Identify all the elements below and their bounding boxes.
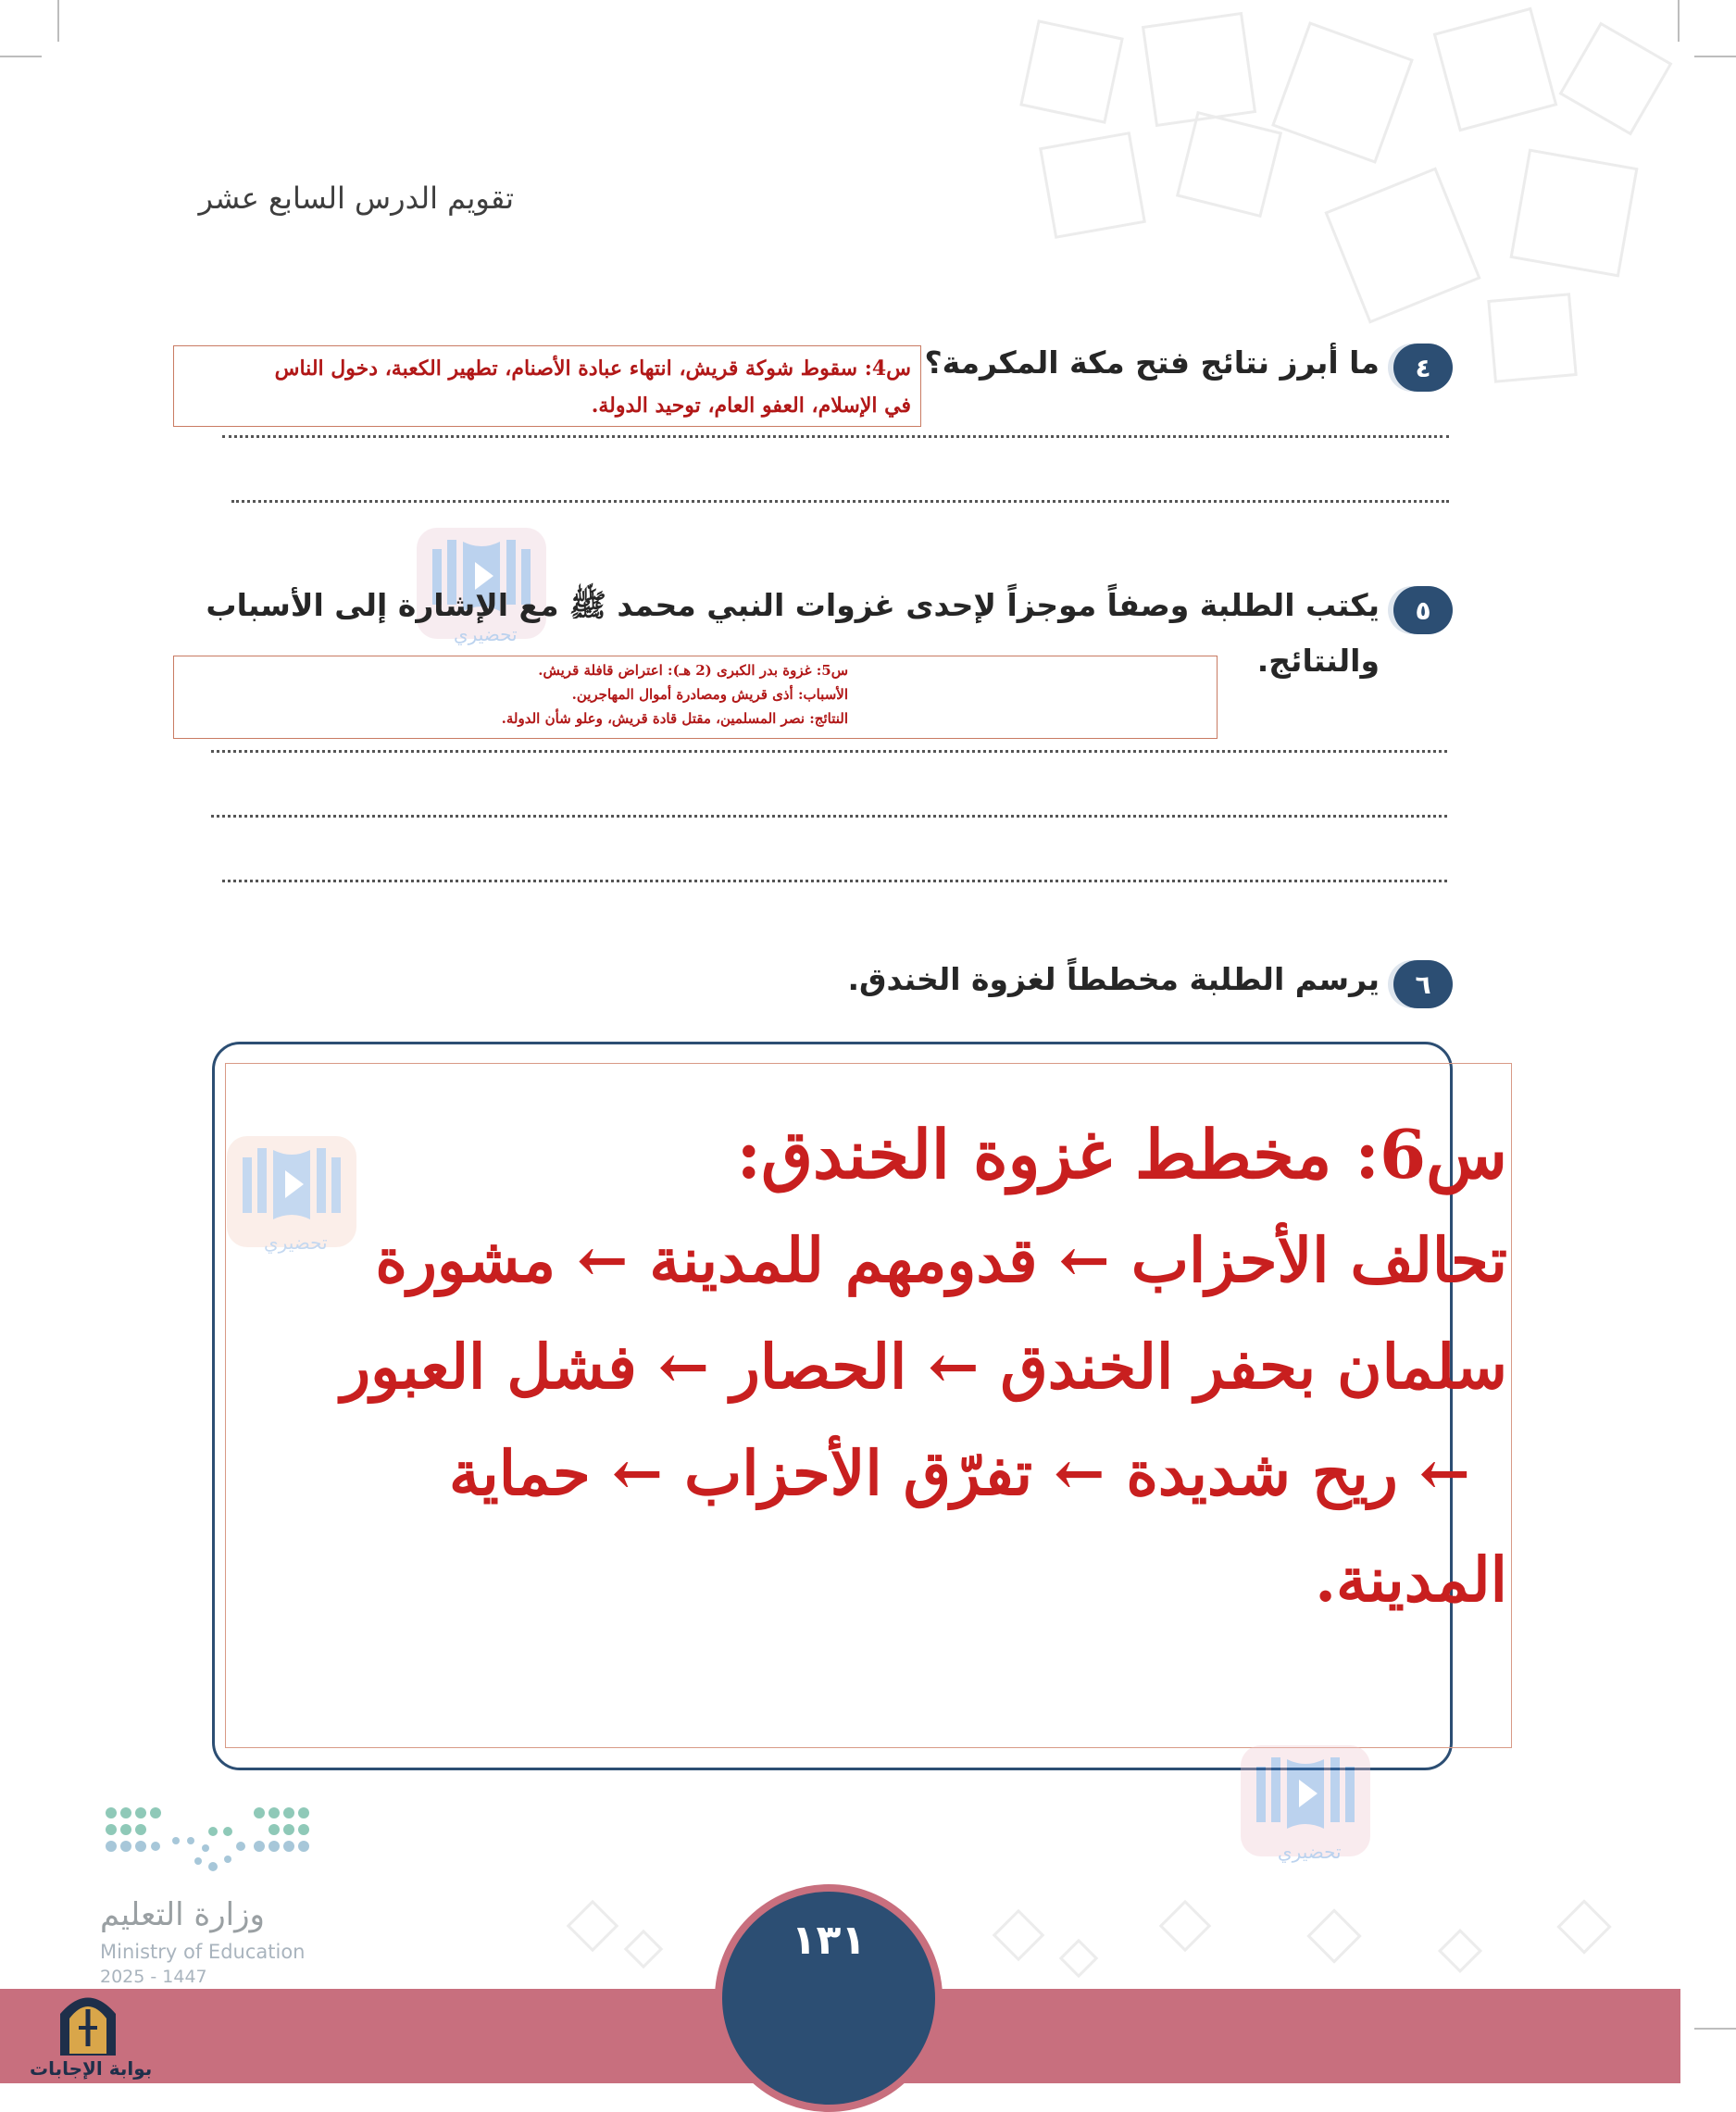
answer-6-heading: س6: مخطط غزوة الخندق: [736, 1115, 1507, 1193]
answer-6-line: تحالف الأحزاب ← قدومهم للمدينة ← مشورة [375, 1224, 1507, 1296]
crop-mark [1694, 56, 1736, 57]
page-number: ١٣١ [791, 1917, 867, 1964]
ministry-name-ar: وزارة التعليم [100, 1896, 265, 1933]
answer-5-line: الأسباب: أذى قريش ومصادرة أموال المهاجرين. [571, 686, 848, 703]
crop-mark [1694, 2028, 1736, 2030]
portal-label: بوابة الإجابات [30, 2057, 153, 2080]
watermark-logo [1236, 1741, 1375, 1874]
question-6-text: يرسم الطلبة مخططاً لغزوة الخندق. [847, 961, 1380, 997]
answer-6-box [225, 1063, 1512, 1748]
ministry-name-en: Ministry of Education [100, 1941, 306, 1963]
answer-5-line: النتائج: نصر المسلمين، مقتل قادة قريش، وعلو شأن الدولة. [501, 710, 848, 727]
lesson-title: تقويم الدرس السابع عشر [198, 181, 514, 216]
question-number-badge: ٤ [1393, 344, 1453, 392]
answer-5-box [173, 656, 1218, 739]
answer-line [222, 880, 1447, 882]
answer-line [222, 435, 1449, 438]
ministry-logo [102, 1804, 315, 1881]
crop-mark [0, 56, 42, 57]
question-number-badge: ٦ [1393, 960, 1453, 1008]
watermark-text: تحضيري [264, 1231, 328, 1254]
question-number-badge: ٥ [1393, 586, 1453, 634]
answer-4-line: س4: سقوط شوكة قريش، انتهاء عبادة الأصنام، تطهير الكعبة، دخول الناس [274, 356, 911, 381]
answer-6-line: المدينة. [1315, 1543, 1507, 1616]
answer-6-line: سلمان بحفر الخندق ← الحصار ← فشل العبور [341, 1331, 1507, 1403]
question-5-text-line1: يكتب الطلبة وصفاً موجزاً لإحدى غزوات النبي محمد ﷺ مع الإشارة إلى الأسباب [206, 587, 1380, 623]
watermark-text: تحضيري [454, 623, 518, 645]
watermark-logo [222, 1131, 361, 1265]
answer-6-line: ← ريح شديدة ← تفرّق الأحزاب ← حماية [449, 1437, 1470, 1509]
crop-mark [57, 0, 59, 42]
question-5-text-line2: والنتائج. [1256, 643, 1380, 679]
answer-line [211, 815, 1447, 818]
answer-5-line: س5: غزوة بدر الكبرى (2 هـ): اعتراض قافلة قريش. [538, 662, 848, 679]
question-4-text: ما أبرز نتائج فتح مكة المكرمة؟ [924, 344, 1380, 381]
answer-line [231, 500, 1449, 503]
answer-4-box [173, 345, 921, 427]
portal-logo [51, 1981, 125, 2064]
crop-mark [1678, 0, 1680, 42]
academic-year: 2025 - 1447 [100, 1967, 207, 1987]
answer-4-line: في الإسلام، العفو العام، توحيد الدولة. [591, 394, 911, 418]
watermark-text: تحضيري [1278, 1841, 1342, 1863]
answer-line [211, 750, 1447, 753]
